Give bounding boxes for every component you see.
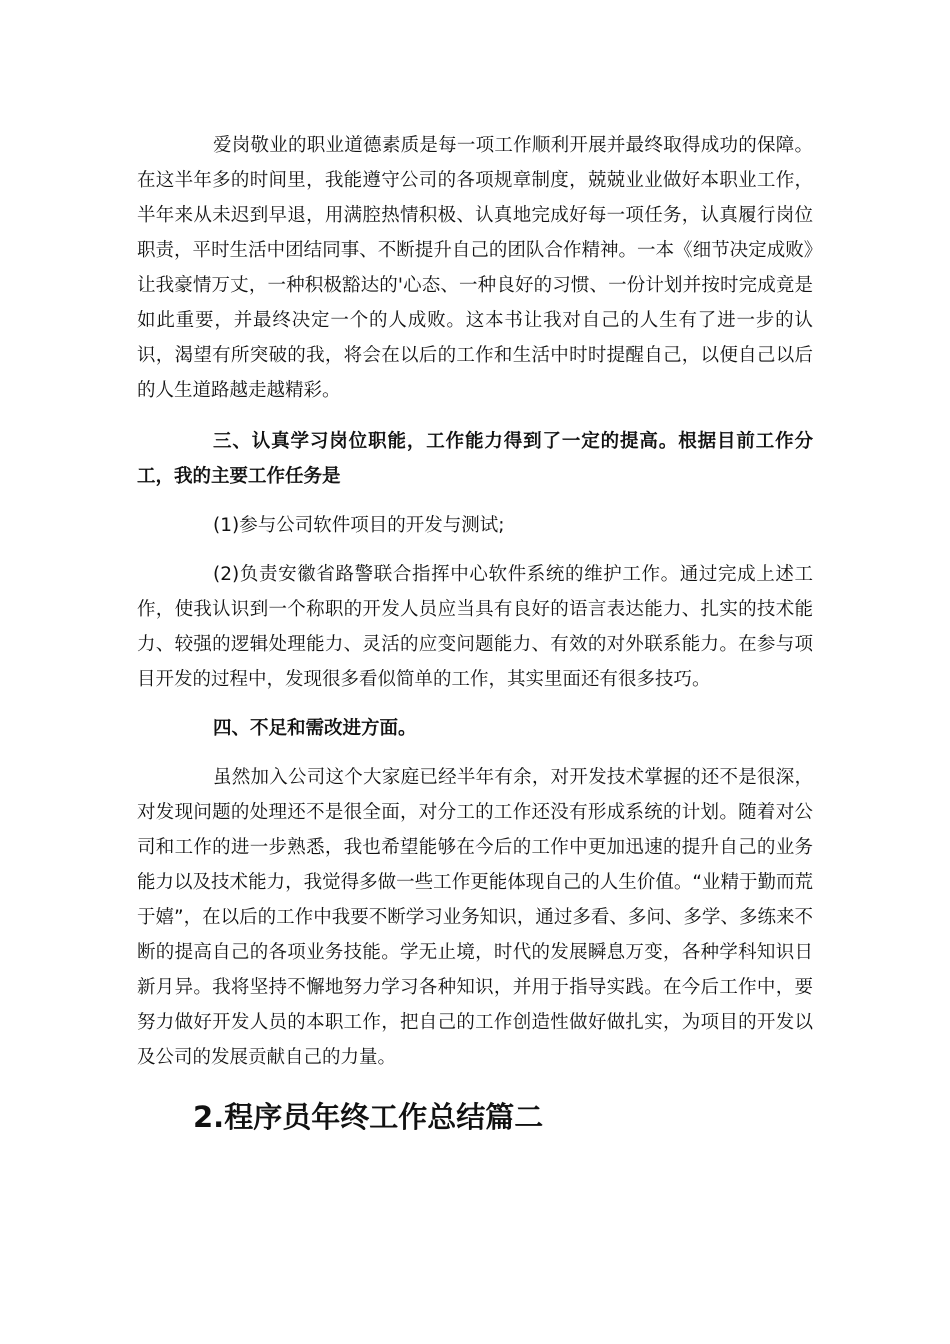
- paragraph-improvements: 虽然加入公司这个大家庭已经半年有余，对开发技术掌握的还不是很深，对发现问题的处理还不是很全面，对分工的工作还没有形成系统的计划。随着对公司和工作的进一步熟悉，我也希望能够在今后的工作中更加迅速的提升自己的业务能力以及技术能力，我觉得多做一些工作更能体现自己的人生价值。“业精于勤而荒于嬉”，在以后的工作中我要不断学习业务知识，通过多看、多问、多学、多练来不断的提高自己的各项业务技能。学无止境，时代的发展瞬息万变，各种学科知识日新月异。我将坚持不懈地努力学习各种知识，并用于指导实践。在今后工作中，要努力做好开发人员的本职工作，把自己的工作创造性做好做扎实，为项目的开发以及公司的发展贡献自己的力量。: [137, 767, 813, 1068]
- task-item-1: (1)参与公司软件项目的开发与测试;: [213, 515, 505, 536]
- task-item-2: (2)负责安徽省路警联合指挥中心软件系统的维护工作。通过完成上述工作，使我认识到一个称职的开发人员应当具有良好的语言表达能力、扎实的技术能力、较强的逻辑处理能力、灵活的应变问题能力、有效的对外联系能力。在参与项目开发的过程中，发现很多看似简单的工作，其实里面还有很多技巧。: [137, 564, 813, 690]
- document-body: [137, 128, 813, 1075]
- paragraph-work-ethic: 爱岗敬业的职业道德素质是每一项工作顺利开展并最终取得成功的保障。在这半年多的时间里，我能遵守公司的各项规章制度，兢兢业业做好本职业工作，半年来从未迟到早退，用满腔热情积极、认真地完成好每一项任务，认真履行岗位职责，平时生活中团结同事、不断提升自己的团队合作精神。一本《细节决定成败》让我豪情万丈，一种积极豁达的'心态、一种良好的习惯、一份计划并按时完成竟是如此重要，并最终决定一个的人成败。这本书让我对自己的人生有了进一步的认识，渴望有所突破的我，将会在以后的工作和生活中时时提醒自己，以便自己以后的人生道路越走越精彩。: [137, 135, 813, 401]
- section-heading-3: 三、认真学习岗位职能，工作能力得到了一定的提高。根据目前工作分工，我的主要工作任务是: [137, 431, 813, 487]
- section-heading-4: 四、不足和需改进方面。: [213, 718, 417, 739]
- section-title: 2.程序员年终工作总结篇二: [193, 1100, 544, 1134]
